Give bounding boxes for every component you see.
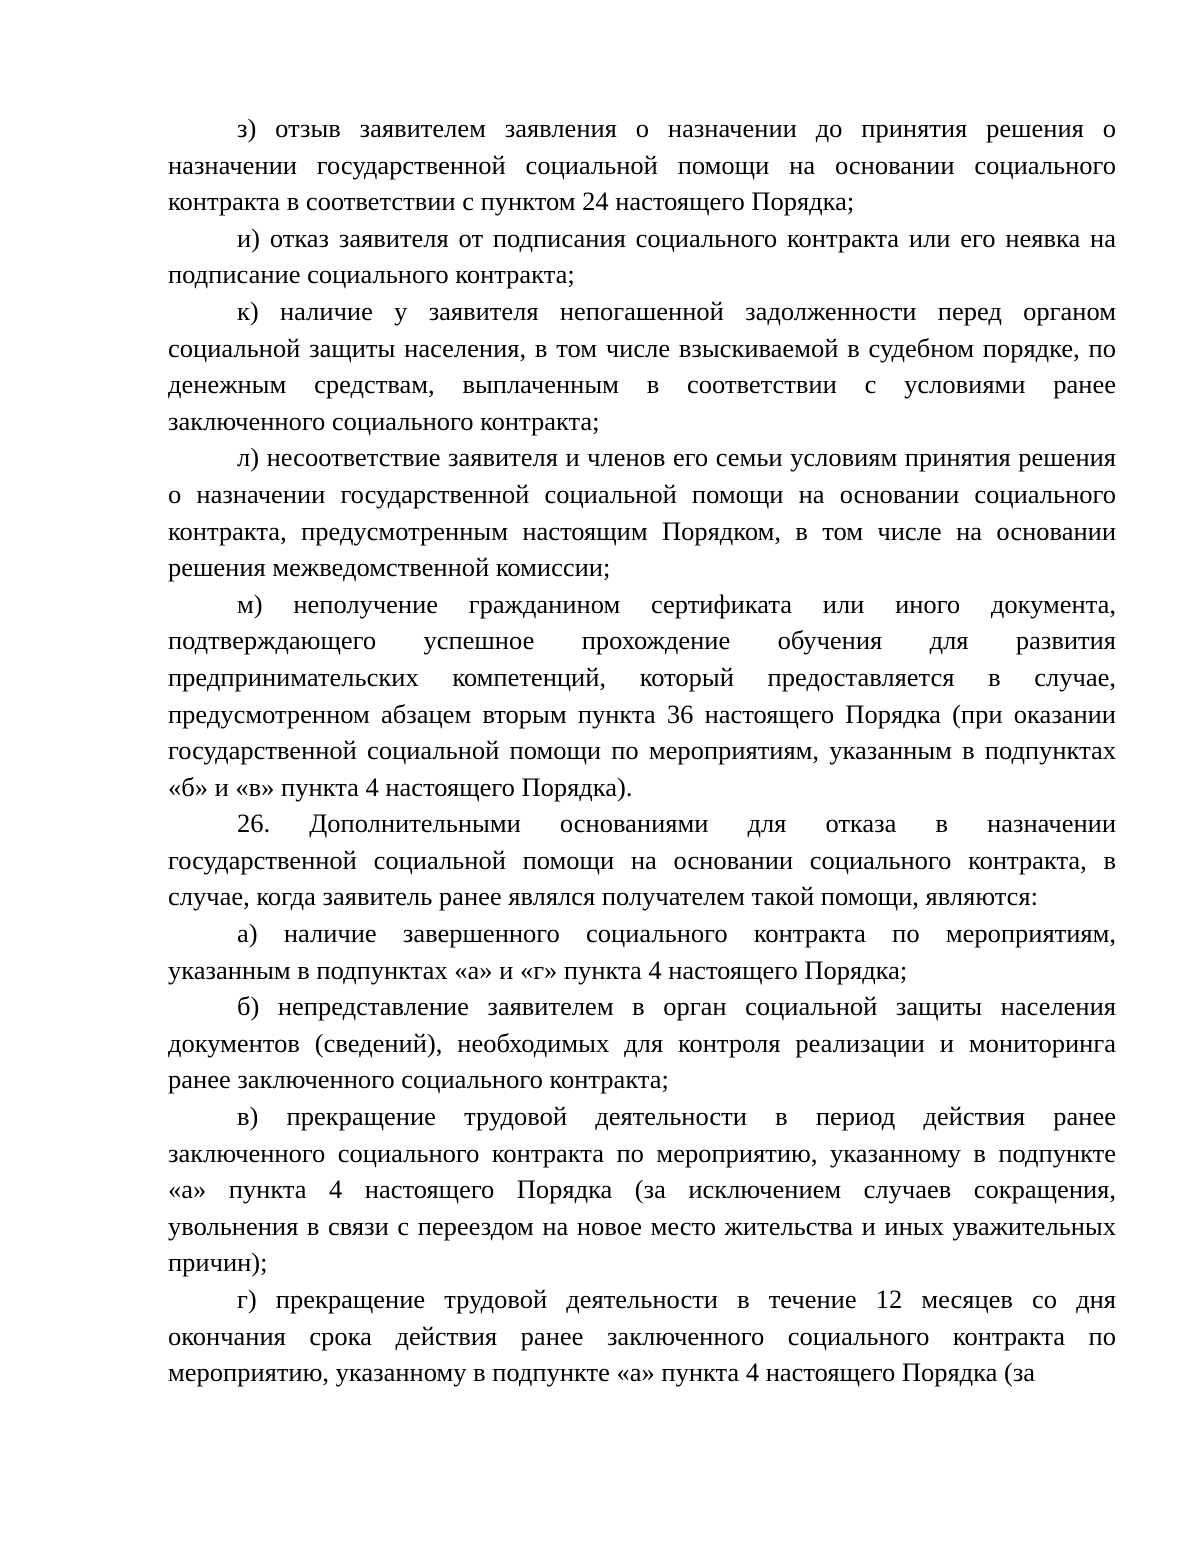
paragraph-l: л) несоответствие заявителя и членов его семьи условиям принятия решения о назначении государственной социальной помощи на основании социального контракта, предусмотренным настоящим Порядком, в том числе на основании решения межведомственной комиссии; [168,442,1116,583]
paragraph-a: а) наличие завершенного социального контракта по мероприятиям, указанным в подпунктах «а» и «г» пункта 4 настоящего Порядка; [168,918,1116,985]
paragraph-26: 26. Дополнительными основаниями для отказа в назначении государственной социальной помощи на основании социального контракта, в случае, когда заявитель ранее являлся получателем такой помощи, являются: [168,808,1116,912]
paragraph-k: к) наличие у заявителя непогашенной задолженности перед органом социальной защиты населения, в том числе взыскиваемой в судебном порядке, по денежным средствам, выплаченным в соответствии с условиями ранее заключенного социального контракта; [168,295,1116,436]
paragraph-i: и) отказ заявителя от подписания социального контракта или его неявка на подписание социального контракта; [168,222,1116,290]
paragraph-z: з) отзыв заявителем заявления о назначении до принятия решения о назначении государственной социальной помощи на основании социального контракта в соответствии с пунктом 24 настоящего Порядка; [168,113,1116,217]
paragraph-g: г) прекращение трудовой деятельности в течение 12 месяцев со дня окончания срока действия ранее заключенного социального контракта по мероприятию, указанному в подпункте «а» пункта 4 настоящего Порядка (за [168,1284,1116,1388]
document-body [168,110,1116,1391]
paragraph-m: м) неполучение гражданином сертификата или иного документа, подтверждающего успешное прохождение обучения для развития предпринимательских компетенций, который предоставляется в случае, предусмотренном абзацем вторым пункта 36 настоящего Порядка (при оказании государственной социальной помощи по мероприятиям, указанным в подпунктах «б» и «в» пункта 4 настоящего Порядка). [168,588,1116,802]
paragraph-v: в) прекращение трудовой деятельности в период действия ранее заключенного социального контракта по мероприятию, указанному в подпункте «а» пункта 4 настоящего Порядка (за исключением случаев сокращения, увольнения в связи с переездом на новое место жительства и иных уважительных причин); [168,1101,1116,1278]
paragraph-b: б) непредставление заявителем в орган социальной защиты населения документов (сведений), необходимых для контроля реализации и мониторинга ранее заключенного социального контракта; [168,991,1116,1095]
